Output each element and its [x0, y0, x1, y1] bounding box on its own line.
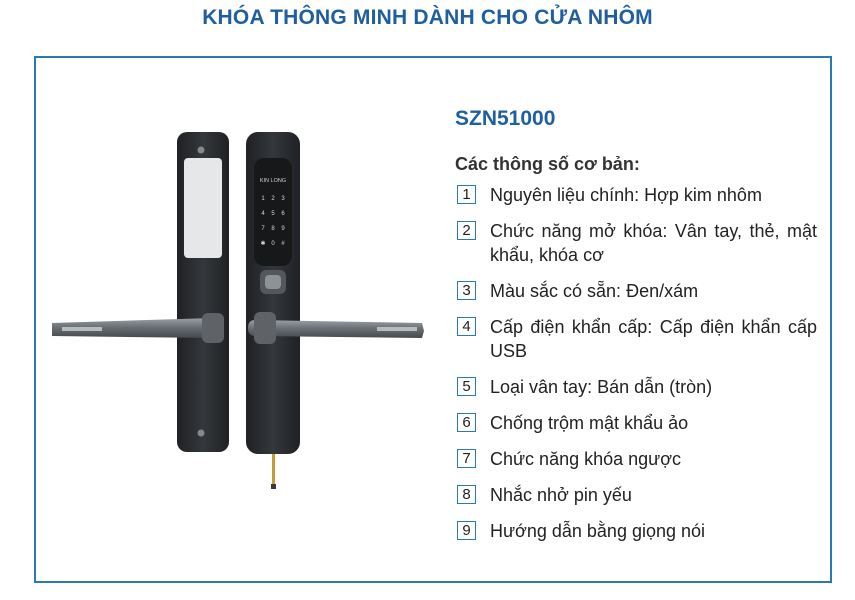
spec-number: 6 — [457, 413, 476, 432]
spec-item — [457, 315, 817, 363]
spec-item — [457, 219, 817, 267]
keypad-key: 9 — [281, 226, 285, 232]
spec-list — [457, 183, 817, 555]
spec-number: 7 — [457, 449, 476, 468]
spec-number: 8 — [457, 485, 476, 504]
spec-text: Chức năng mở khóa: Vân tay, thẻ, mật khẩu, khóa cơ — [490, 221, 817, 265]
spec-item — [457, 447, 817, 471]
spec-number: 5 — [457, 377, 476, 396]
keypad-key: 8 — [271, 226, 275, 232]
keypad-key: 2 — [271, 196, 275, 202]
spec-number: 2 — [457, 221, 476, 240]
keypad-key: 6 — [281, 211, 285, 217]
spec-text: Loại vân tay: Bán dẫn (tròn) — [490, 377, 713, 397]
spec-text: Chống trộm mật khẩu ảo — [490, 413, 689, 433]
keypad-key: 5 — [271, 211, 275, 217]
spec-item — [457, 183, 817, 207]
spec-text: Nhắc nhở pin yếu — [490, 485, 632, 505]
spec-text: Chức năng khóa ngược — [490, 449, 682, 469]
spec-text: Cấp điện khẩn cấp: Cấp điện khẩn cấp USB — [490, 317, 817, 361]
spec-number: 9 — [457, 521, 476, 540]
cable — [271, 454, 276, 489]
brand-mark: KIN LONG — [259, 178, 287, 184]
outer-handle — [248, 312, 424, 344]
keypad-key: 1 — [261, 196, 265, 202]
spec-item — [457, 411, 817, 435]
spec-item — [457, 279, 817, 303]
spec-number: 4 — [457, 317, 476, 336]
inner-lock-plate — [177, 132, 229, 452]
spec-item — [457, 375, 817, 399]
keypad-key: 4 — [261, 211, 265, 217]
spec-item — [457, 519, 817, 543]
spec-text: Màu sắc có sẵn: Đen/xám — [490, 281, 699, 301]
spec-number: 1 — [457, 185, 476, 204]
page-title: KHÓA THÔNG MINH DÀNH CHO CỬA NHÔM — [202, 6, 653, 29]
spec-text: Nguyên liệu chính: Hợp kim nhôm — [490, 185, 762, 205]
spec-item — [457, 483, 817, 507]
keypad-key: 3 — [281, 196, 285, 202]
keypad-key: # — [281, 241, 285, 247]
spec-number: 3 — [457, 281, 476, 300]
keypad-key: 0 — [271, 241, 275, 247]
keypad-key: 7 — [261, 226, 265, 232]
spec-heading: Các thông số cơ bản: — [455, 154, 640, 174]
model-number: SZN51000 — [455, 107, 556, 130]
outer-lock-plate — [246, 132, 300, 454]
smart-lock-illustration — [52, 128, 427, 493]
spec-text: Hướng dẫn bằng giọng nói — [490, 521, 706, 541]
keypad-key: ✱ — [260, 241, 266, 247]
